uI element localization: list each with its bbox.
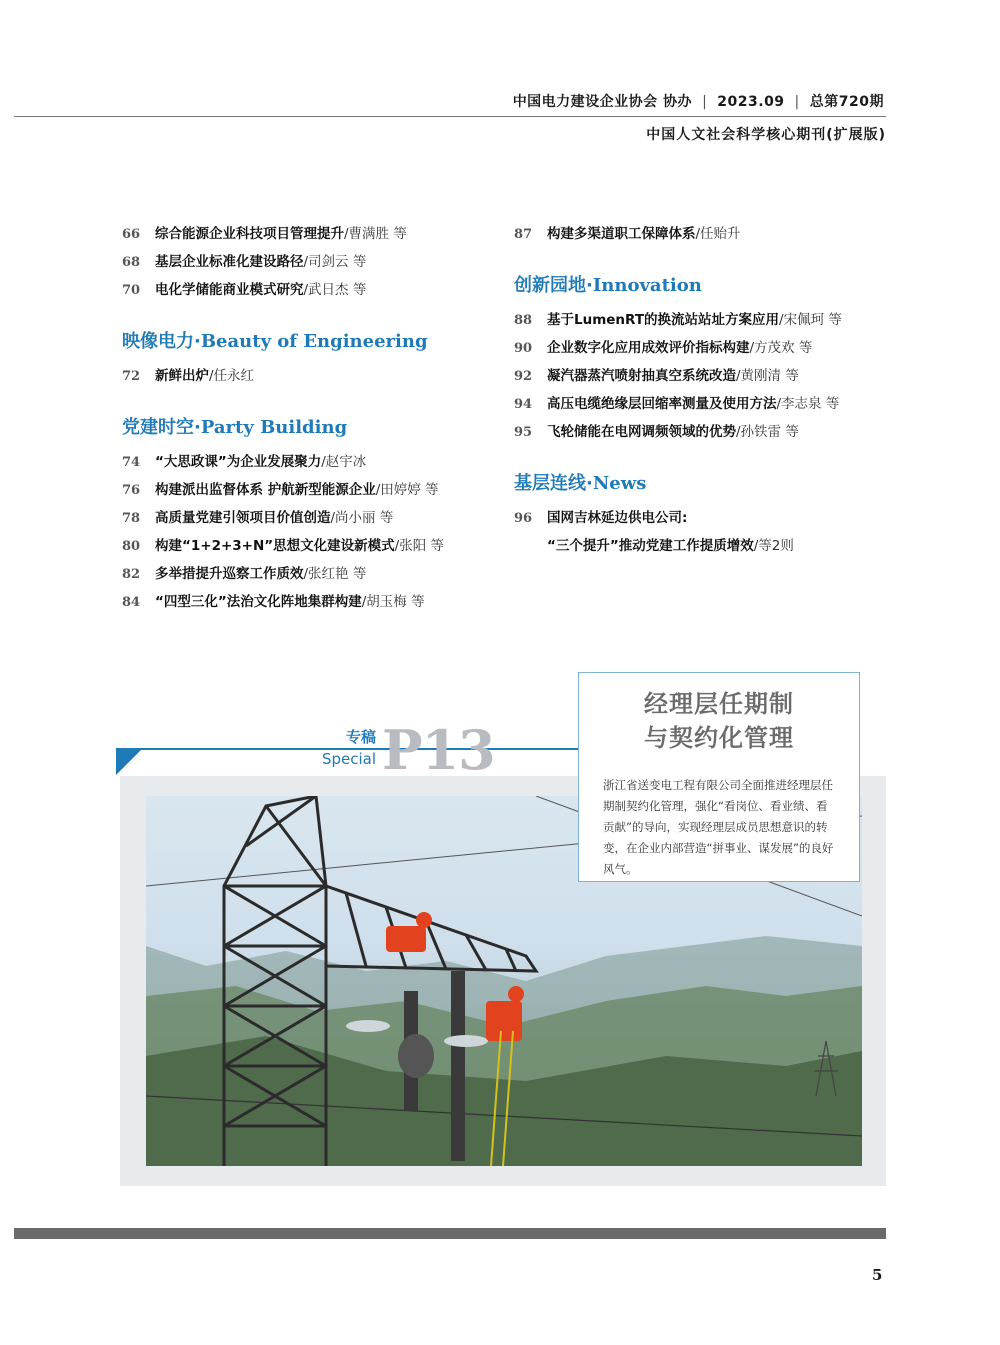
toc-entry[interactable]: 92 凝汽器蒸汽喷射抽真空系统改造/黄刚清 等 — [514, 368, 799, 384]
page-number: 5 — [872, 1266, 883, 1284]
section-heading-beauty-of-engineering: 映像电力·Beauty of Engineering — [122, 331, 428, 352]
toc-entry[interactable]: 95 飞轮储能在电网调频领域的优势/孙铁雷 等 — [514, 424, 799, 440]
special-label — [300, 726, 376, 770]
feature-card[interactable] — [578, 672, 860, 882]
toc-entry[interactable]: 82 多举措提升巡察工作质效/张红艳 等 — [122, 566, 367, 582]
header-line-1: 中国电力建设企业协会 协办 | 2023.09 | 总第720期 — [512, 94, 884, 110]
toc-entry[interactable]: 72 新鲜出炉/任永红 — [122, 368, 255, 384]
special-label-zh: 专稿 — [345, 728, 376, 746]
header-organizer: 中国电力建设企业协会 协办 — [512, 94, 693, 110]
toc-entry-continued[interactable]: “三个提升”推动党建工作提质增效/等2则 — [547, 538, 794, 554]
bottom-bar — [14, 1228, 886, 1239]
header-date: 2023.09 — [717, 94, 785, 110]
toc-entry[interactable]: 68 基层企业标准化建设路径/司剑云 等 — [122, 254, 367, 270]
toc-entry[interactable]: 84 “四型三化”法治文化阵地集群构建/胡玉梅 等 — [122, 594, 425, 610]
accent-triangle — [116, 748, 143, 775]
section-heading-news: 基层连线·News — [514, 473, 647, 494]
toc-entry[interactable]: 87 构建多渠道职工保障体系/任贻升 — [514, 226, 741, 242]
feature-card-body: 浙江省送变电工程有限公司全面推进经理层任期制契约化管理，强化“看岗位、看业绩、看贡献”的导向，实现经理层成员思想意识的转变，在企业内部营造“拼事业、谋发展”的良好风气。 — [603, 778, 834, 876]
feature-card-title-line-1: 经理层任期制 — [644, 689, 794, 718]
toc-right-column — [514, 220, 894, 560]
special-label-en: Special — [321, 750, 376, 768]
feature-page-number[interactable]: P13 — [382, 718, 495, 782]
toc-entry[interactable]: 78 高质量党建引领项目价值创造/尚小丽 等 — [122, 510, 394, 526]
toc-entry[interactable]: 66 综合能源企业科技项目管理提升/曹满胜 等 — [122, 226, 407, 242]
toc-entry[interactable]: 88 基于LumenRT的换流站站址方案应用/宋佩珂 等 — [514, 312, 842, 328]
feature-card-title-line-2: 与契约化管理 — [644, 723, 794, 752]
header-rule — [14, 116, 886, 117]
toc-left-column — [122, 220, 502, 616]
toc-entry[interactable]: 80 构建“1+2+3+N”思想文化建设新模式/张阳 等 — [122, 538, 445, 554]
section-heading-innovation: 创新园地·Innovation — [514, 275, 702, 296]
toc-entry[interactable]: 90 企业数字化应用成效评价指标构建/方茂欢 等 — [514, 340, 813, 356]
toc-entry[interactable]: 96 国网吉林延边供电公司: — [514, 510, 688, 526]
toc-entry[interactable]: 76 构建派出监督体系 护航新型能源企业/田婷婷 等 — [122, 482, 439, 498]
header-issue: 总第720期 — [809, 94, 884, 110]
toc-entry[interactable]: 70 电化学储能商业模式研究/武日杰 等 — [122, 282, 367, 298]
toc-entry[interactable]: 94 高压电缆绝缘层回缩率测量及使用方法/李志泉 等 — [514, 396, 840, 412]
section-heading-party-building: 党建时空·Party Building — [122, 417, 348, 438]
toc-entry[interactable]: 74 “大思政课”为企业发展聚力/赵宇冰 — [122, 454, 367, 470]
header-core-journal: 中国人文社会科学核心期刊(扩展版) — [646, 127, 886, 143]
